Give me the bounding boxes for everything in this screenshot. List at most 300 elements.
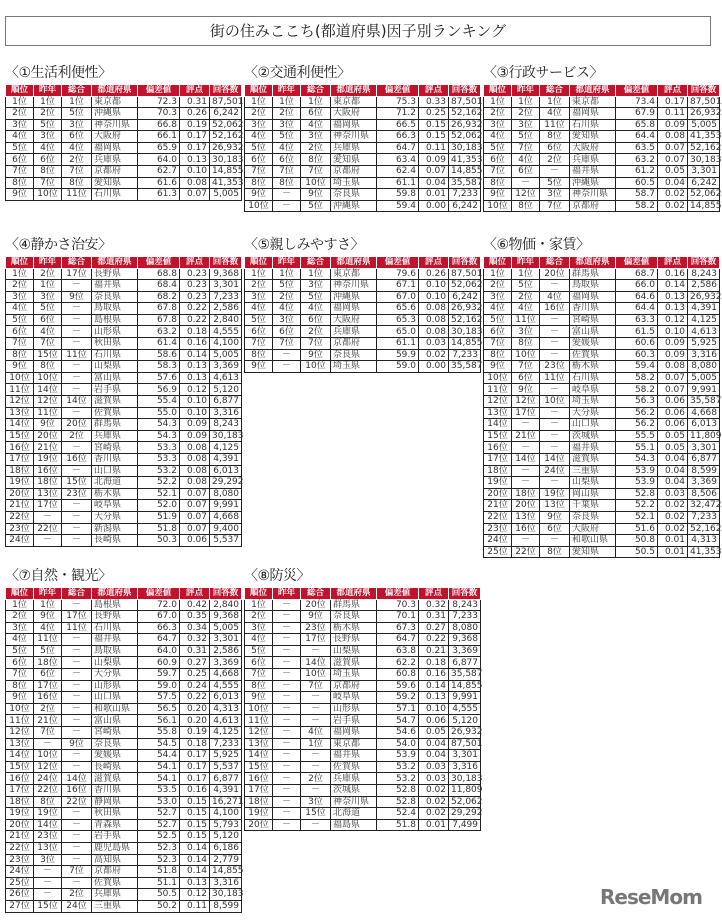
cell-score: 0.06 xyxy=(180,535,210,547)
cell-score: 0.03 xyxy=(419,773,449,785)
cell-previous-year: 3位 xyxy=(34,131,62,143)
cell-deviation: 64.7 xyxy=(138,634,180,646)
column-header-responses: 回答数 xyxy=(210,85,242,96)
table-row xyxy=(245,268,481,280)
table-row xyxy=(6,454,242,466)
cell-deviation: 60.3 xyxy=(616,349,658,361)
cell-score: 0.02 xyxy=(658,511,688,523)
cell-rank: 5位 xyxy=(6,645,34,657)
table-header-row xyxy=(245,588,481,599)
cell-overall: － xyxy=(62,500,92,512)
cell-responses: 52,162 xyxy=(449,108,481,120)
table-row xyxy=(6,108,242,120)
column-header-overall: 総合 xyxy=(301,85,331,96)
cell-score: 0.34 xyxy=(180,622,210,634)
cell-rank: 22位 xyxy=(6,842,34,854)
table-row xyxy=(6,645,242,657)
cell-score: 0.11 xyxy=(180,900,210,912)
cell-prefecture: 富山県 xyxy=(92,715,138,727)
cell-prefecture: 沖縄県 xyxy=(331,200,377,212)
cell-previous-year: 13位 xyxy=(512,511,540,523)
column-header-score: 評点 xyxy=(658,257,688,268)
table-row xyxy=(6,280,242,292)
cell-deviation: 54.0 xyxy=(377,738,419,750)
cell-deviation: 54.3 xyxy=(616,454,658,466)
table-row xyxy=(245,599,481,611)
cell-previous-year: 15位 xyxy=(34,900,62,912)
ranking-table xyxy=(244,588,481,831)
cell-score: 0.03 xyxy=(419,761,449,773)
column-header-score: 評点 xyxy=(180,85,210,96)
table-row xyxy=(245,703,481,715)
table-row xyxy=(484,314,720,326)
cell-rank: 1位 xyxy=(245,599,273,611)
cell-overall: 16位 xyxy=(62,454,92,466)
cell-previous-year: 18位 xyxy=(512,488,540,500)
cell-score: 0.00 xyxy=(419,200,449,212)
cell-responses: 6,242 xyxy=(449,291,481,303)
cell-prefecture: 奈良県 xyxy=(331,349,377,361)
column-header-prefecture: 都道府県 xyxy=(92,588,138,599)
cell-previous-year: － xyxy=(273,750,301,762)
cell-prefecture: 愛媛県 xyxy=(92,750,138,762)
cell-rank: 5位 xyxy=(6,314,34,326)
cell-score: 0.13 xyxy=(658,291,688,303)
cell-prefecture: 山梨県 xyxy=(331,645,377,657)
cell-previous-year: 16位 xyxy=(34,692,62,704)
cell-responses: 8,599 xyxy=(210,900,242,912)
cell-prefecture: 福岡県 xyxy=(570,291,616,303)
cell-prefecture: 静岡県 xyxy=(92,796,138,808)
cell-previous-year: 21位 xyxy=(34,715,62,727)
table-row xyxy=(245,680,481,692)
cell-score: 0.22 xyxy=(419,634,449,646)
cell-score: 0.13 xyxy=(180,154,210,166)
cell-deviation: 50.2 xyxy=(138,900,180,912)
cell-overall: 9位 xyxy=(301,349,331,361)
cell-rank: 11位 xyxy=(245,715,273,727)
cell-score: 0.15 xyxy=(419,131,449,143)
cell-prefecture: 福井県 xyxy=(92,634,138,646)
cell-rank: 13位 xyxy=(6,738,34,750)
column-header-responses: 回答数 xyxy=(449,588,481,599)
cell-score: 0.09 xyxy=(658,119,688,131)
cell-responses: 87,501 xyxy=(449,96,481,108)
cell-deviation: 53.2 xyxy=(377,773,419,785)
cell-score: 0.08 xyxy=(180,177,210,189)
cell-overall: 7位 xyxy=(540,200,570,212)
cell-overall: － xyxy=(540,419,570,431)
cell-previous-year: － xyxy=(34,866,62,878)
cell-previous-year: － xyxy=(273,738,301,750)
cell-deviation: 66.0 xyxy=(616,280,658,292)
cell-overall: － xyxy=(540,326,570,338)
cell-overall: 13位 xyxy=(540,500,570,512)
cell-responses: 6,013 xyxy=(210,692,242,704)
cell-prefecture: 兵庫県 xyxy=(331,773,377,785)
cell-rank: 20位 xyxy=(6,488,34,500)
cell-prefecture: 鹿児島県 xyxy=(92,842,138,854)
cell-prefecture: 和歌山県 xyxy=(570,535,616,547)
cell-previous-year: 8位 xyxy=(34,361,62,373)
cell-previous-year: 17位 xyxy=(34,680,62,692)
cell-deviation: 58.7 xyxy=(616,189,658,201)
cell-overall: 2位 xyxy=(540,154,570,166)
cell-previous-year: 22位 xyxy=(512,546,540,558)
section-heading: 〈⑧防災〉 xyxy=(244,568,311,584)
table-row xyxy=(6,314,242,326)
table-header-row xyxy=(245,85,481,96)
column-header-previous-year: 昨年 xyxy=(273,85,301,96)
cell-previous-year: 4位 xyxy=(34,622,62,634)
cell-responses: 30,183 xyxy=(210,889,242,901)
cell-responses: 41,353 xyxy=(688,131,720,143)
cell-responses: 4,125 xyxy=(210,727,242,739)
cell-deviation: 64.7 xyxy=(377,634,419,646)
cell-responses: 5,005 xyxy=(688,372,720,384)
table-row xyxy=(6,361,242,373)
cell-prefecture: 山形県 xyxy=(331,703,377,715)
cell-prefecture: 神奈川県 xyxy=(331,280,377,292)
cell-rank: 9位 xyxy=(6,361,34,373)
cell-previous-year: 14位 xyxy=(34,384,62,396)
cell-deviation: 62.4 xyxy=(377,166,419,178)
cell-prefecture: 佐賀県 xyxy=(92,877,138,889)
cell-previous-year: 5位 xyxy=(273,280,301,292)
cell-rank: 12位 xyxy=(484,396,512,408)
cell-overall: － xyxy=(540,442,570,454)
cell-responses: 8,243 xyxy=(210,419,242,431)
cell-deviation: 57.5 xyxy=(138,692,180,704)
cell-score: 0.14 xyxy=(180,842,210,854)
cell-overall: 1位 xyxy=(301,268,331,280)
cell-previous-year: － xyxy=(273,680,301,692)
cell-responses: 6,877 xyxy=(210,773,242,785)
cell-score: 0.16 xyxy=(180,785,210,797)
cell-score: 0.12 xyxy=(180,384,210,396)
cell-rank: 7位 xyxy=(245,166,273,178)
cell-score: 0.09 xyxy=(419,154,449,166)
cell-overall: 20位 xyxy=(62,419,92,431)
cell-deviation: 56.1 xyxy=(138,715,180,727)
cell-rank: 14位 xyxy=(245,750,273,762)
cell-prefecture: 長崎県 xyxy=(92,761,138,773)
table-row xyxy=(245,715,481,727)
cell-deviation: 65.6 xyxy=(377,303,419,315)
cell-prefecture: 香川県 xyxy=(570,303,616,315)
cell-deviation: 53.3 xyxy=(138,442,180,454)
cell-score: 0.31 xyxy=(180,96,210,108)
column-header-deviation: 偏差値 xyxy=(138,257,180,268)
cell-previous-year: 7位 xyxy=(512,142,540,154)
cell-overall: － xyxy=(540,384,570,396)
cell-score: 0.27 xyxy=(180,657,210,669)
cell-responses: 3,301 xyxy=(449,750,481,762)
cell-deviation: 55.0 xyxy=(138,407,180,419)
table-row xyxy=(484,454,720,466)
cell-responses: 2,840 xyxy=(210,314,242,326)
table-row xyxy=(6,430,242,442)
cell-prefecture: 群馬県 xyxy=(331,599,377,611)
cell-score: 0.04 xyxy=(419,177,449,189)
cell-score: 0.18 xyxy=(180,326,210,338)
table-row xyxy=(6,796,242,808)
column-header-rank: 順位 xyxy=(6,588,34,599)
cell-prefecture: 富山県 xyxy=(570,326,616,338)
cell-previous-year: 4位 xyxy=(512,303,540,315)
table-row xyxy=(6,854,242,866)
cell-rank: 3位 xyxy=(484,119,512,131)
cell-overall: 2位 xyxy=(62,889,92,901)
cell-prefecture: 群馬県 xyxy=(92,419,138,431)
table-row xyxy=(6,477,242,489)
cell-rank: 22位 xyxy=(6,511,34,523)
cell-prefecture: 佐賀県 xyxy=(570,349,616,361)
cell-deviation: 59.0 xyxy=(138,680,180,692)
cell-prefecture: 宮崎県 xyxy=(570,314,616,326)
cell-responses: 7,233 xyxy=(449,349,481,361)
cell-rank: 10位 xyxy=(484,200,512,212)
cell-rank: 6位 xyxy=(6,657,34,669)
section-heading: 〈①生活利便性〉 xyxy=(5,65,112,81)
cell-prefecture: 東京都 xyxy=(570,96,616,108)
cell-prefecture: 埼玉県 xyxy=(331,177,377,189)
cell-rank: 6位 xyxy=(245,326,273,338)
cell-previous-year: 4位 xyxy=(34,326,62,338)
table-row xyxy=(245,773,481,785)
cell-responses: 14,855 xyxy=(449,338,481,350)
cell-overall: 6位 xyxy=(301,314,331,326)
cell-previous-year: 1位 xyxy=(34,96,62,108)
column-header-rank: 順位 xyxy=(484,257,512,268)
cell-score: 0.04 xyxy=(419,738,449,750)
cell-previous-year: 12位 xyxy=(34,761,62,773)
cell-deviation: 56.9 xyxy=(138,384,180,396)
cell-rank: 27位 xyxy=(6,900,34,912)
cell-rank: 7位 xyxy=(484,338,512,350)
cell-responses: 5,537 xyxy=(210,761,242,773)
cell-overall: 5位 xyxy=(301,291,331,303)
cell-responses: 5,120 xyxy=(449,715,481,727)
cell-deviation: 75.3 xyxy=(377,96,419,108)
cell-responses: 30,183 xyxy=(449,773,481,785)
cell-prefecture: 石川県 xyxy=(92,189,138,201)
section-heading: 〈④静かさ治安〉 xyxy=(5,237,112,253)
cell-deviation: 70.3 xyxy=(377,599,419,611)
cell-prefecture: 福岡県 xyxy=(331,119,377,131)
cell-score: 0.07 xyxy=(180,488,210,500)
cell-responses: 6,877 xyxy=(688,454,720,466)
column-header-prefecture: 都道府県 xyxy=(331,85,377,96)
cell-overall: － xyxy=(62,599,92,611)
cell-rank: 8位 xyxy=(484,177,512,189)
cell-overall: 11位 xyxy=(540,372,570,384)
table-row xyxy=(6,407,242,419)
cell-overall: 4位 xyxy=(540,108,570,120)
cell-rank: 10位 xyxy=(484,372,512,384)
table-row xyxy=(245,611,481,623)
cell-previous-year: 7位 xyxy=(273,166,301,178)
cell-rank: 2位 xyxy=(245,611,273,623)
cell-prefecture: 山梨県 xyxy=(92,361,138,373)
section-heading: 〈③行政サービス〉 xyxy=(483,65,604,81)
cell-overall: 11位 xyxy=(540,119,570,131)
cell-deviation: 51.8 xyxy=(138,523,180,535)
cell-score: 0.06 xyxy=(658,396,688,408)
cell-overall: － xyxy=(301,715,331,727)
table-row xyxy=(6,808,242,820)
cell-rank: 4位 xyxy=(6,131,34,143)
cell-score: 0.02 xyxy=(419,349,449,361)
cell-rank: 2位 xyxy=(6,280,34,292)
cell-deviation: 72.0 xyxy=(138,599,180,611)
cell-overall: 5位 xyxy=(301,200,331,212)
cell-previous-year: － xyxy=(273,785,301,797)
cell-overall: 8位 xyxy=(301,154,331,166)
cell-deviation: 52.7 xyxy=(138,819,180,831)
cell-responses: 30,183 xyxy=(210,154,242,166)
column-header-deviation: 偏差値 xyxy=(138,588,180,599)
cell-previous-year: 2位 xyxy=(34,703,62,715)
cell-overall: － xyxy=(62,715,92,727)
cell-overall: 8位 xyxy=(540,131,570,143)
cell-deviation: 52.1 xyxy=(616,511,658,523)
cell-deviation: 53.2 xyxy=(138,465,180,477)
cell-previous-year: 17位 xyxy=(34,500,62,512)
cell-deviation: 59.7 xyxy=(138,669,180,681)
cell-responses: 6,877 xyxy=(449,657,481,669)
cell-score: 0.17 xyxy=(180,750,210,762)
cell-responses: 8,506 xyxy=(688,488,720,500)
cell-previous-year: 9位 xyxy=(512,384,540,396)
ranking-section-prices-rent xyxy=(483,235,722,558)
cell-responses: 52,062 xyxy=(210,119,242,131)
cell-score: 0.20 xyxy=(180,715,210,727)
ranking-table xyxy=(5,85,242,201)
table-row xyxy=(245,750,481,762)
cell-deviation: 52.7 xyxy=(138,808,180,820)
cell-rank: 17位 xyxy=(6,785,34,797)
cell-previous-year: 4位 xyxy=(512,154,540,166)
cell-deviation: 68.8 xyxy=(138,268,180,280)
cell-rank: 3位 xyxy=(6,119,34,131)
cell-previous-year: － xyxy=(273,692,301,704)
cell-rank: 12位 xyxy=(245,727,273,739)
table-row xyxy=(245,785,481,797)
cell-overall: 23位 xyxy=(62,488,92,500)
cell-overall: 16位 xyxy=(540,303,570,315)
cell-rank: 2位 xyxy=(484,108,512,120)
cell-previous-year: 5位 xyxy=(512,280,540,292)
cell-overall: 16位 xyxy=(62,785,92,797)
cell-prefecture: 石川県 xyxy=(570,372,616,384)
cell-prefecture: 福岡県 xyxy=(331,303,377,315)
cell-overall: － xyxy=(540,407,570,419)
cell-score: 0.05 xyxy=(658,430,688,442)
cell-rank: 4位 xyxy=(6,634,34,646)
cell-prefecture: 大分県 xyxy=(92,669,138,681)
cell-score: 0.16 xyxy=(180,338,210,350)
cell-rank: 12位 xyxy=(6,727,34,739)
cell-overall: － xyxy=(301,692,331,704)
cell-prefecture: 石川県 xyxy=(92,349,138,361)
cell-rank: 16位 xyxy=(245,773,273,785)
table-row xyxy=(6,419,242,431)
cell-score: 0.12 xyxy=(180,889,210,901)
cell-previous-year: － xyxy=(273,200,301,212)
ranking-section-living-convenience xyxy=(5,63,244,201)
cell-deviation: 55.5 xyxy=(616,430,658,442)
ranking-table xyxy=(5,257,242,547)
cell-score: 0.22 xyxy=(180,692,210,704)
cell-rank: 15位 xyxy=(245,761,273,773)
cell-responses: 3,369 xyxy=(210,657,242,669)
cell-previous-year: － xyxy=(512,419,540,431)
cell-score: 0.15 xyxy=(180,819,210,831)
cell-overall: 4位 xyxy=(62,142,92,154)
cell-overall: － xyxy=(540,349,570,361)
cell-responses: 4,125 xyxy=(210,442,242,454)
cell-previous-year: 5位 xyxy=(34,645,62,657)
column-header-score: 評点 xyxy=(419,588,449,599)
cell-prefecture: 埼玉県 xyxy=(331,669,377,681)
cell-rank: 18位 xyxy=(6,796,34,808)
cell-rank: 19位 xyxy=(6,808,34,820)
cell-responses: 3,369 xyxy=(449,645,481,657)
cell-deviation: 61.4 xyxy=(138,338,180,350)
cell-deviation: 53.0 xyxy=(138,796,180,808)
cell-score: 0.09 xyxy=(658,338,688,350)
cell-overall: － xyxy=(540,477,570,489)
cell-overall: － xyxy=(62,842,92,854)
cell-previous-year: 8位 xyxy=(512,200,540,212)
table-row xyxy=(484,280,720,292)
cell-prefecture: 京都府 xyxy=(92,866,138,878)
cell-deviation: 52.8 xyxy=(377,785,419,797)
cell-score: 0.31 xyxy=(419,611,449,623)
cell-score: 0.07 xyxy=(180,511,210,523)
table-row xyxy=(6,761,242,773)
table-row xyxy=(6,842,242,854)
cell-prefecture: 茨城県 xyxy=(570,430,616,442)
cell-previous-year: 5位 xyxy=(512,131,540,143)
cell-responses: 2,779 xyxy=(210,854,242,866)
cell-responses: 9,368 xyxy=(449,634,481,646)
cell-rank: 11位 xyxy=(6,715,34,727)
cell-deviation: 54.4 xyxy=(138,750,180,762)
cell-overall: 9位 xyxy=(301,189,331,201)
table-row xyxy=(6,372,242,384)
cell-previous-year: 14位 xyxy=(34,819,62,831)
cell-previous-year: － xyxy=(273,808,301,820)
table-row xyxy=(6,703,242,715)
cell-score: 0.02 xyxy=(419,796,449,808)
cell-deviation: 66.3 xyxy=(377,131,419,143)
cell-overall: － xyxy=(62,692,92,704)
cell-score: 0.00 xyxy=(419,361,449,373)
cell-rank: 8位 xyxy=(484,349,512,361)
cell-score: 0.06 xyxy=(658,407,688,419)
table-row xyxy=(484,396,720,408)
column-header-prefecture: 都道府県 xyxy=(331,588,377,599)
cell-responses: 3,369 xyxy=(210,361,242,373)
cell-previous-year: 6位 xyxy=(512,166,540,178)
table-row xyxy=(245,808,481,820)
cell-rank: 15位 xyxy=(484,430,512,442)
cell-overall: － xyxy=(62,535,92,547)
cell-overall: － xyxy=(62,854,92,866)
cell-score: 0.31 xyxy=(180,645,210,657)
